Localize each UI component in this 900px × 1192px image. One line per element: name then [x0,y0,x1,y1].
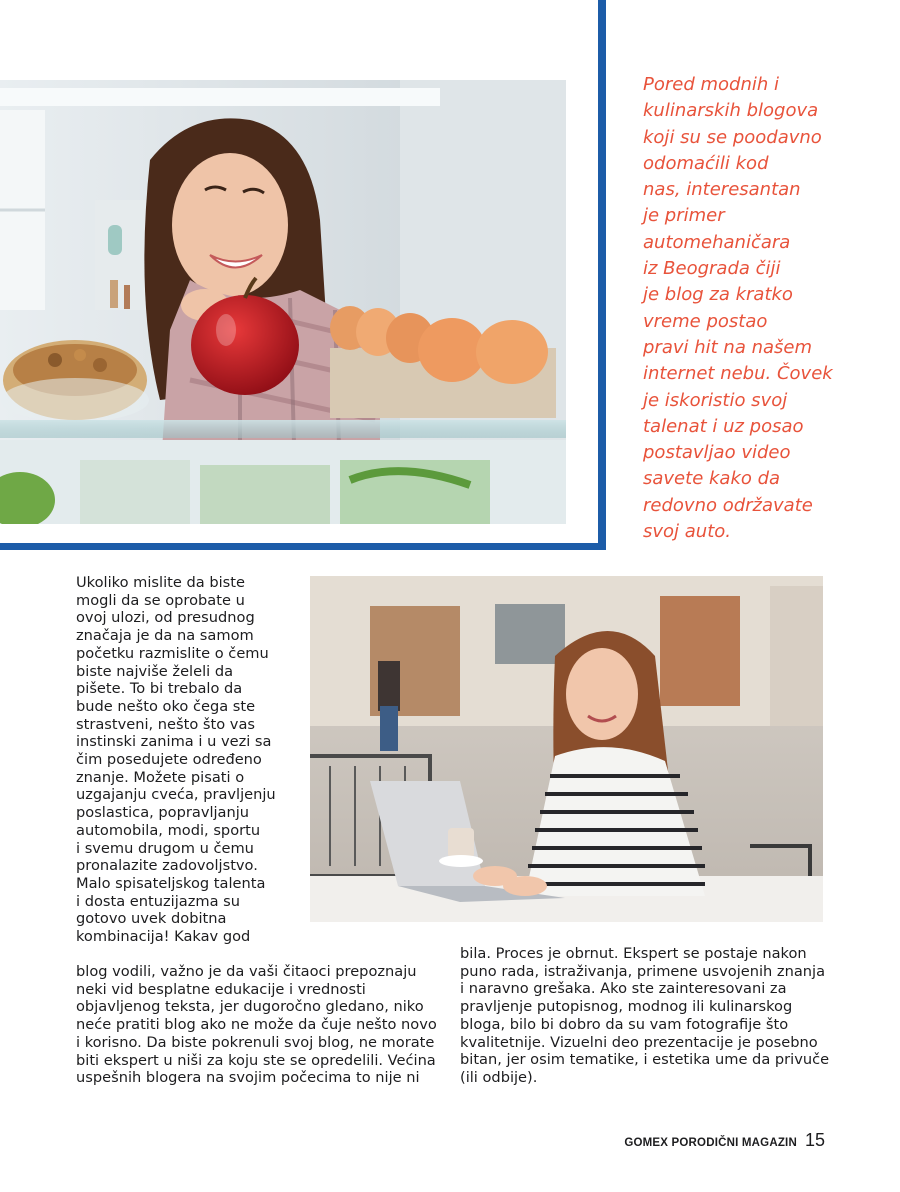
article-text-left-lower: blog vodili, važno je da vaši čitaoci prepoznaju neki vid besplatne edukacije i vrednosti objavljenog teksta, jer dugoročno gledano, niko neće pratiti blog ako ne može da čuje nešto novo i korisno. Da biste pokrenuli svoj blog, ne morate biti ekspert u niši za koju ste se opredelili. Većina uspešnih blogera na svojim počecima to nije ni [76,963,437,1087]
photo-woman-refrigerator [0,80,566,524]
magazine-name: GOMEX PORODIČNI MAGAZIN [624,1137,797,1149]
frame-line-horizontal [0,543,606,550]
page-footer [624,1130,825,1151]
pullquote: Pored modnih i kulinarskih blogova koji su se poodavno odomaćili kod nas, interesantan je primer automehaničara iz Beograda čiji je blog za kratko vreme postao pravi hit na našem internet nebu. Čovek je iskoristio svoj talenat i uz posao postavljao video savete kako da redovno održavate svoj auto. [643,74,833,543]
page-number: 15 [804,1130,825,1150]
article-text-left-upper: Ukoliko mislite da biste mogli da se oprobate u ovoj ulozi, od presudnog značaja je da na samom početku razmislite o čemu biste najviše želeli da pišete. To bi trebalo da bude nešto oko čega ste strastveni, nešto što vas instinski zanima i u vezi sa čim posedujete određeno znanje. Možete pisati o uzgajanju cveća, pravljenju poslastica, popravljanju automobila, modi, sportu i svemu drugom u čemu pronalazite zadovoljstvo. Malo spisateljskog talenta i dosta entuzijazma su gotovo uvek dobitna kombinacija! Kakav god [76,574,276,946]
photo-woman-laptop [310,576,823,922]
article-text-right: bila. Proces je obrnut. Ekspert se postaje nakon puno rada, istraživanja, primene usvojenih znanja i naravno grešaka. Ako ste zainteresovani za pravljenje putopisnog, modnog ili kulinarskog bloga, bilo bi dobro da su vam fotografije što kvalitetnije. Vizuelni deo prezentacije je posebno bitan, jer osim tematike, i estetika ume da privuče (ili odbije). [460,945,830,1086]
frame-line-vertical [598,0,606,550]
